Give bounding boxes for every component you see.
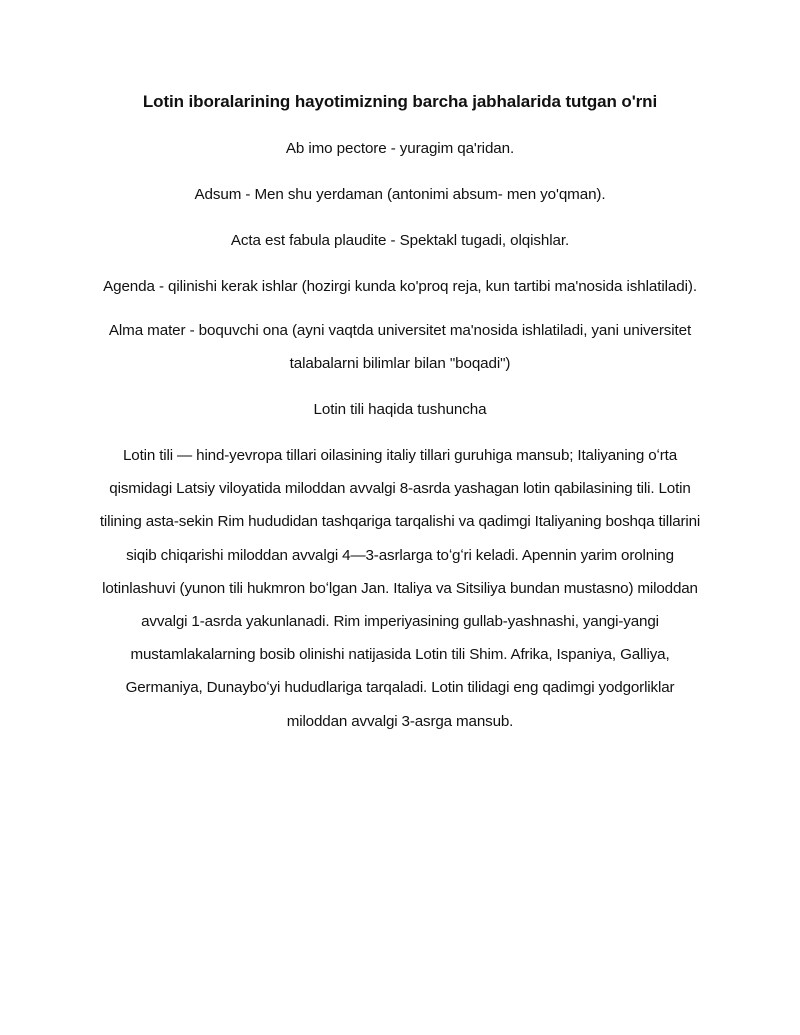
entry-acta-est-fabula: Acta est fabula plaudite - Spektakl tugadi, olqishlar. — [230, 232, 570, 249]
section-heading: Lotin tili haqida tushuncha — [313, 401, 487, 418]
document-content — [96, 88, 704, 738]
entry-adsum: Adsum - Men shu yerdaman (antonimi absum- men yo'qman). — [194, 186, 606, 203]
entry-ab-imo-pectore: Ab imo pectore - yuragim qa'ridan. — [285, 140, 515, 157]
document-title: Lotin iboralarining hayotimizning barcha jabhalarida tutgan o'rni — [142, 92, 658, 111]
spacer — [96, 165, 704, 178]
spacer — [96, 211, 704, 224]
spacer — [96, 257, 704, 270]
entry-alma-mater: Alma mater - boquvchi ona (ayni vaqtda universitet ma'nosida ishlatiladi, yani universitet talabalarni bilimlar bilan "boqadi") — [108, 322, 692, 372]
spacer — [96, 303, 704, 314]
spacer — [96, 380, 704, 393]
spacer — [96, 426, 704, 439]
entry-agenda: Agenda - qilinishi kerak ishlar (hozirgi kunda ko'proq reja, kun tartibi ma'nosida ishlatiladi). — [103, 278, 697, 295]
latin-language-paragraph: Lotin tili — hind-yevropa tillari oilasining italiy tillari guruhiga mansub; Italiyaning oʻrta qismidagi Latsiy viloyatida miloddan avvalgi 8-asrda yashagan lotin qabilasining tili. Lotin tilining asta-sekin Rim hududidan tashqariga tarqalishi va qadimgi Italiyaning boshqa tillarini siqib chiqarishi miloddan avvalgi 4—3-asrlarga toʻgʻri keladi. Apennin yarim orolning lotinlashuvi (yunon tili hukmron boʻlgan Jan. Italiya va Sitsiliya bundan mustasno) miloddan avvalgi 1-asrda yakunlanadi. Rim imperiyasining gullab-yashnashi, yangi-yangi mustamlakalarning bosib olinishi natijasida Lotin tili Shim. Afrika, Ispaniya, Galliya, Germaniya, Dunayboʻyi hududlariga tarqaladi. Lotin tilidagi eng qadimgi yodgorliklar miloddan avvalgi 3-asrga mansub. — [99, 447, 701, 730]
spacer — [96, 116, 704, 132]
